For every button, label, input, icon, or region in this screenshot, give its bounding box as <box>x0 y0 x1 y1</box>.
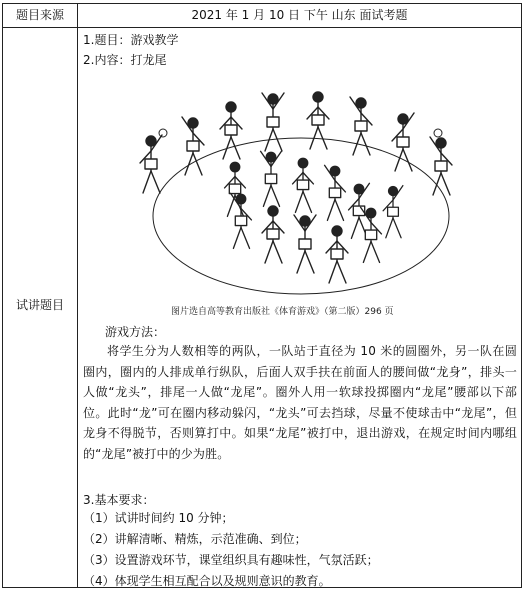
question-label: 试讲题目 <box>15 298 64 312</box>
subject-line: 2.内容：打龙尾 <box>83 53 167 67</box>
requirement-item: （1）试讲时间约 10 分钟； <box>83 511 234 525</box>
method-title: 游戏方法： <box>105 325 166 339</box>
column-divider <box>77 4 78 587</box>
requirement-item: （3）设置游戏环节，课堂组织具有趣味性，气氛活跃； <box>83 553 379 567</box>
source-value: 2021 年 1 月 10 日 下午 山东 面试考题 <box>191 8 408 22</box>
method-text: 将学生分为人数相等的两队，一队站于直径为 10 米的圆圈外，另一队在圆圈内，圈内的人排成单行纵队，后面人双手扶在前面人的腰间做“龙身”，排头一人做“龙头”，排尾一人做“龙尾”。圈外人用一软球投掷圈内“龙尾”腰部以下部位。此时“龙”可在圈内移动躲闪，“龙头”可去挡球，尽量不使球击中“龙尾”，但龙身不得脱节，否则算打中。如果“龙尾”被打中，退出游戏，在规定时间内哪组的“龙尾”被打中的少为胜。 <box>83 344 517 461</box>
requirements-title: 3.基本要求： <box>83 493 155 507</box>
image-caption: 图片选自高等教育出版社《体育游戏》（第二版）296 页 <box>171 307 394 317</box>
exam-question-table <box>2 3 522 588</box>
source-label: 题目来源 <box>15 8 64 22</box>
header-row <box>3 4 521 28</box>
requirement-item: （2）讲解清晰、精炼，示范准确、到位； <box>83 532 307 546</box>
topic-line: 1.题目：游戏教学 <box>83 33 179 47</box>
dragon-tail-game-illustration <box>123 71 468 301</box>
requirement-item: （4）体现学生相互配合以及规则意识的教育。 <box>83 574 331 588</box>
